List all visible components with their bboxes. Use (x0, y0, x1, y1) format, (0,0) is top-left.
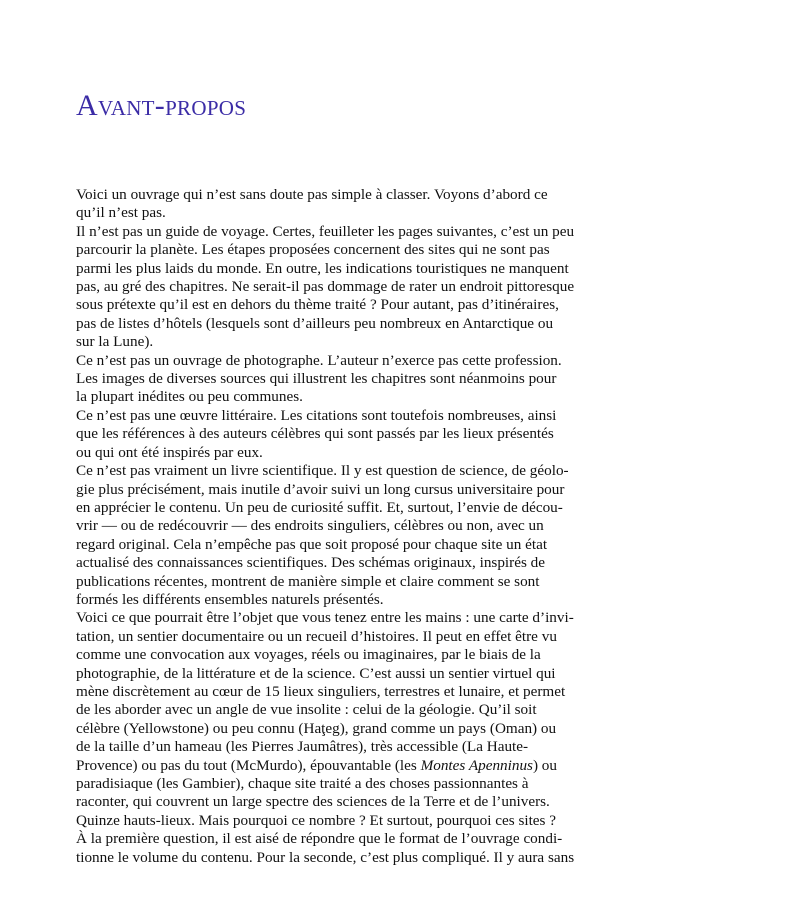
text-line: de la taille d’un hameau (les Pierres Jaumâtres), très accessible (La Haute- (76, 738, 529, 756)
text-line: pas de listes d’hôtels (lesquels sont d’ailleurs peu nombreux en Antarctique ou (76, 314, 554, 332)
text-line: tionne le volume du contenu. Pour la seconde, c’est plus compliqué. Il y aura sans (76, 848, 575, 866)
text-line: Il n’est pas un guide de voyage. Certes, feuilleter les pages suivantes, c’est un peu (76, 222, 575, 240)
text-line: Voici ce que pourrait être l’objet que vous tenez entre les mains : une carte d’invi- (76, 609, 574, 627)
text-line: parcourir la planète. Les étapes proposées concernent des sites qui ne sont pas (76, 241, 550, 259)
text-line: comme une convocation aux voyages, réels ou imaginaires, par le biais de la (76, 646, 541, 664)
text-line: Voici un ouvrage qui n’est sans doute pas simple à classer. Voyons d’abord ce (76, 186, 548, 203)
text-line: sur la Lune). (76, 333, 154, 351)
text-line: célèbre (Yellowstone) ou peu connu (Haţeg), grand comme un pays (Oman) ou (76, 719, 557, 737)
page-title: Avant-propos (76, 89, 247, 122)
text-line: que les références à des auteurs célèbres qui sont passés par les lieux présentés (76, 425, 554, 443)
text-line: parmi les plus laids du monde. En outre, les indications touristiques ne manquent (76, 259, 569, 277)
text-line: Ce n’est pas un ouvrage de photographe. L’auteur n’exerce pas cette profession. (76, 351, 562, 369)
text-line: tation, un sentier documentaire ou un recueil d’histoires. Il peut en effet être vu (76, 627, 557, 645)
text-line: paradisiaque (les Gambier), chaque site traité a des choses passionnantes à (76, 775, 529, 792)
text-line: Ce n’est pas une œuvre littéraire. Les citations sont toutefois nombreuses, ainsi (76, 406, 557, 424)
text-line: photographie, de la littérature et de la science. C’est aussi un sentier virtuel qui (76, 664, 556, 682)
text-line: formés les différents ensembles naturels présentés. (76, 590, 384, 608)
text-line: ou qui ont été inspirés par eux. (76, 443, 263, 461)
text-line: publications récentes, montrent de manière simple et claire comment se sont (76, 572, 540, 590)
text-line: pas, au gré des chapitres. Ne serait-il pas dommage de rater un endroit pittoresque (76, 278, 575, 296)
text-line: actualisé des connaissances scientifiques. Des schémas originaux, inspirés de (76, 554, 545, 572)
text-line: Provence) ou pas du tout (McMurdo), épouvantable (les Montes Apenninus) ou (76, 756, 557, 774)
text-line: regard original. Cela n’empêche pas que soit proposé pour chaque site un état (76, 535, 548, 553)
italic-term: Montes Apenninus (420, 756, 533, 774)
text-line: Quinze hauts-lieux. Mais pourquoi ce nombre ? Et surtout, pourquoi ces sites ? (76, 811, 556, 829)
text-line: la plupart inédites ou peu communes. (76, 388, 303, 406)
text-line: sous prétexte qu’il est en dehors du thème traité ? Pour autant, pas d’itinéraires, (76, 296, 559, 314)
text-line: Ce n’est pas vraiment un livre scientifique. Il y est question de science, de géolo- (76, 462, 569, 480)
text-line: vrir — ou de redécouvrir — des endroits singuliers, célèbres ou non, avec un (76, 517, 544, 535)
text-line: mène discrètement au cœur de 15 lieux singuliers, terrestres et lunaire, et permet (76, 682, 566, 700)
text-line: qu’il n’est pas. (76, 204, 166, 222)
text-line: Les images de diverses sources qui illustrent les chapitres sont néanmoins pour (76, 370, 557, 388)
text-line: de les aborder avec un angle de vue insolite : celui de la géologie. Qu’il soit (76, 701, 537, 719)
text-line: en apprécier le contenu. Un peu de curiosité suffit. Et, surtout, l’envie de décou- (76, 498, 563, 516)
text-line: gie plus précisément, mais inutile d’avoir suivi un long cursus universitaire pour (76, 480, 565, 498)
body-text (76, 186, 575, 867)
text-line: À la première question, il est aisé de répondre que le format de l’ouvrage condi- (76, 830, 563, 848)
text-line: raconter, qui couvrent un large spectre des sciences de la Terre et de l’univers. (76, 793, 550, 811)
